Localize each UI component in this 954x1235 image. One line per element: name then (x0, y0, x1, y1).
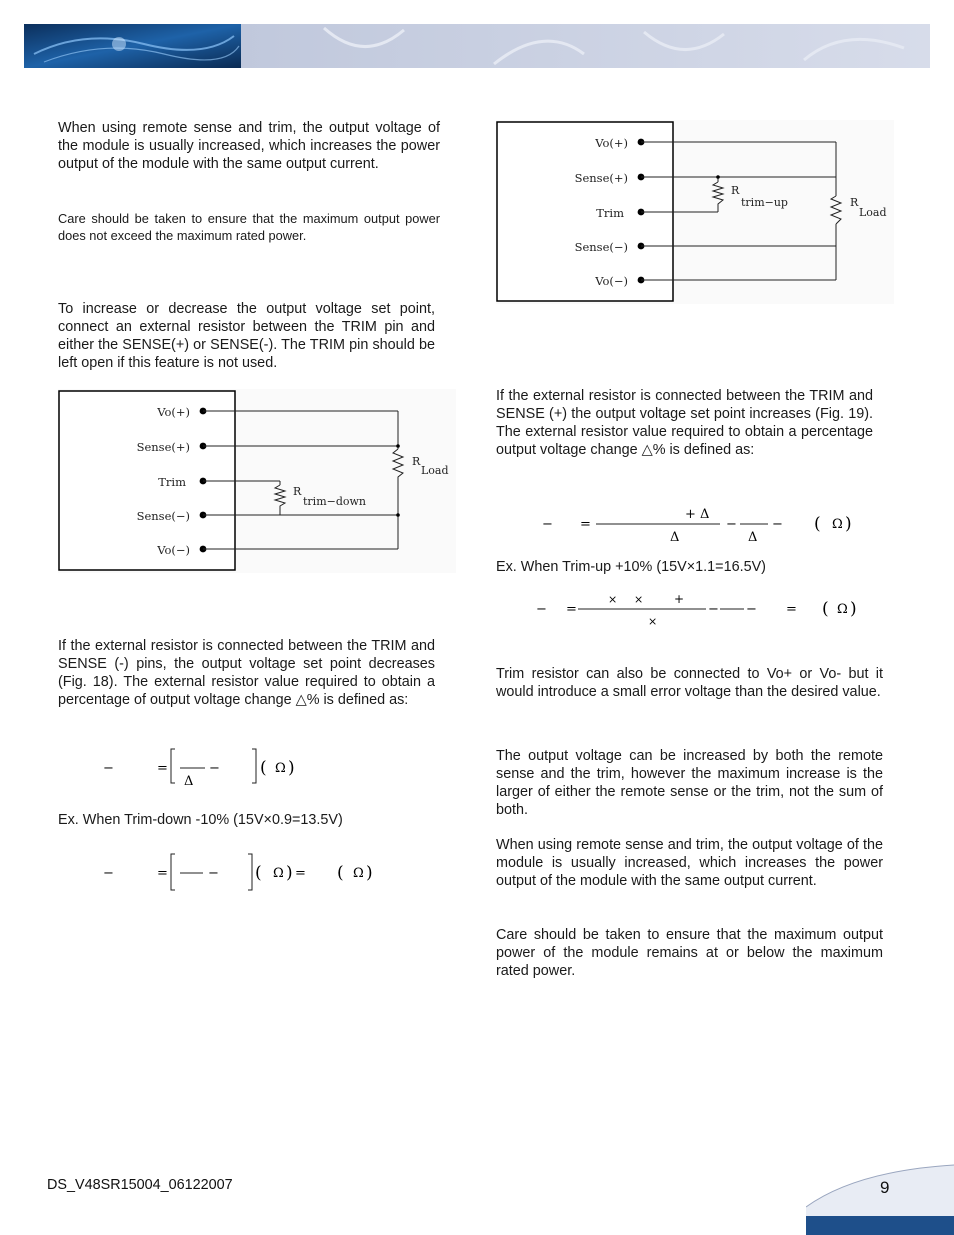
svg-text:): ) (850, 599, 857, 619)
pin-label-vo-plus: Vo(+) (595, 136, 628, 150)
r-load-subscript: Load (859, 206, 887, 219)
trim-down-example: Ex. When Trim-down -10% (15V×0.9=13.5V) (58, 812, 343, 828)
trim-intro-paragraph: To increase or decrease the output voltage set point, connect an external resistor between the TRIM pin and either the SENSE(+) or SENSE(-). The TRIM pin should be left open if this feature is not used. (58, 301, 435, 371)
pin-label-vo-minus: Vo(−) (595, 274, 628, 288)
trim-down-example-formula (95, 850, 385, 892)
svg-text:+ Δ: + Δ (685, 507, 710, 522)
trim-up-example: Ex. When Trim-up +10% (15V×1.1=16.5V) (496, 559, 766, 575)
svg-text:Ω: Ω (353, 866, 364, 881)
r-trim-subscript: trim−up (741, 196, 788, 209)
svg-text:): ) (286, 863, 293, 883)
svg-text:=: = (157, 866, 168, 881)
svg-text:=: = (786, 602, 797, 617)
header-banner (24, 24, 930, 68)
remote-sense-paragraph-left: When using remote sense and trim, the output voltage of the module is usually increased, which increases the power output of the module with the same output current. (58, 120, 440, 172)
svg-text:−: − (536, 602, 547, 617)
svg-text:(: ( (337, 863, 344, 883)
page-number: 9 (880, 1178, 890, 1197)
trim-connect-paragraph: Trim resistor can also be connected to Vo+ or Vo- but it would introduce a small error voltage than the desired value. (496, 666, 883, 700)
r-trim-label: R (293, 485, 302, 498)
svg-text:×: × (634, 593, 644, 606)
svg-text:=: = (295, 866, 306, 881)
svg-text:+: + (674, 592, 685, 606)
increase-paragraph: The output voltage can be increased by both the remote sense and the trim, however the maximum increase is the larger of either the remote sense or the trim, not the sum of both. (496, 748, 883, 818)
svg-text:Δ: Δ (184, 774, 194, 787)
svg-text:Ω: Ω (273, 866, 284, 881)
pin-label-vo-minus: Vo(−) (157, 543, 190, 557)
remote-sense-paragraph-right: When using remote sense and trim, the output voltage of the module is usually increased, which increases the power output of the module with the same output current. (496, 837, 883, 889)
care-paragraph-right: Care should be taken to ensure that the maximum output power of the module remains at or below the maximum rated power. (496, 927, 883, 979)
trim-down-circuit-diagram (58, 389, 456, 573)
svg-text:(: ( (255, 863, 262, 883)
r-load-subscript: Load (421, 464, 449, 477)
trim-up-example-formula (530, 588, 860, 630)
svg-text:−: − (103, 761, 114, 776)
svg-text:=: = (157, 761, 168, 776)
svg-text:×: × (608, 593, 618, 606)
svg-text:−: − (209, 761, 220, 776)
pin-label-vo-plus: Vo(+) (157, 405, 190, 419)
svg-text:): ) (288, 758, 295, 778)
pin-label-trim: Trim (596, 206, 624, 220)
footer-corner-graphic (806, 1163, 954, 1235)
trim-down-formula (95, 745, 305, 787)
svg-text:−: − (708, 602, 719, 617)
pin-label-sense-plus: Sense(+) (574, 171, 628, 185)
pin-label-sense-plus: Sense(+) (136, 440, 190, 454)
svg-text:Δ: Δ (670, 530, 680, 545)
svg-text:(: ( (814, 514, 821, 534)
svg-text:(: ( (822, 599, 829, 619)
trim-down-paragraph: If the external resistor is connected between the TRIM and SENSE (-) pins, the output voltage set point decreases (Fig. 18). The external resistor value required to obtain a percentage of output voltage change △% is defined as: (58, 638, 435, 708)
svg-text:Ω: Ω (837, 602, 848, 617)
trim-up-circuit-diagram (496, 120, 894, 304)
r-trim-subscript: trim−down (303, 495, 367, 508)
document-code: DS_V48SR15004_06122007 (47, 1177, 233, 1193)
svg-text:×: × (648, 615, 658, 628)
pin-label-sense-minus: Sense(−) (574, 240, 628, 254)
footer-bar (806, 1216, 954, 1235)
pin-label-sense-minus: Sense(−) (136, 509, 190, 523)
svg-text:Δ: Δ (748, 530, 758, 545)
svg-text:−: − (208, 866, 219, 881)
svg-text:=: = (580, 517, 591, 532)
svg-text:): ) (366, 863, 373, 883)
svg-text:−: − (746, 602, 757, 617)
svg-text:−: − (772, 517, 783, 532)
r-trim-label: R (731, 184, 740, 197)
trim-up-paragraph: If the external resistor is connected between the TRIM and SENSE (+) the output voltage set point increases (Fig. 19). The external resistor value required to obtain a percentage output voltage change △% is defined as: (496, 388, 873, 458)
svg-text:): ) (845, 514, 852, 534)
svg-text:−: − (542, 517, 553, 532)
r-load-label: R (412, 455, 421, 468)
r-load-label: R (850, 196, 859, 209)
svg-text:Ω: Ω (275, 761, 286, 776)
svg-text:Ω: Ω (832, 517, 843, 532)
svg-text:=: = (566, 602, 577, 617)
svg-text:(: ( (260, 758, 267, 778)
care-paragraph-left: Care should be taken to ensure that the maximum output power does not exceed the maximum rated power. (58, 211, 440, 243)
svg-text:−: − (726, 517, 737, 532)
svg-text:−: − (103, 866, 114, 881)
trim-up-formula (530, 502, 860, 546)
pin-label-trim: Trim (158, 475, 186, 489)
